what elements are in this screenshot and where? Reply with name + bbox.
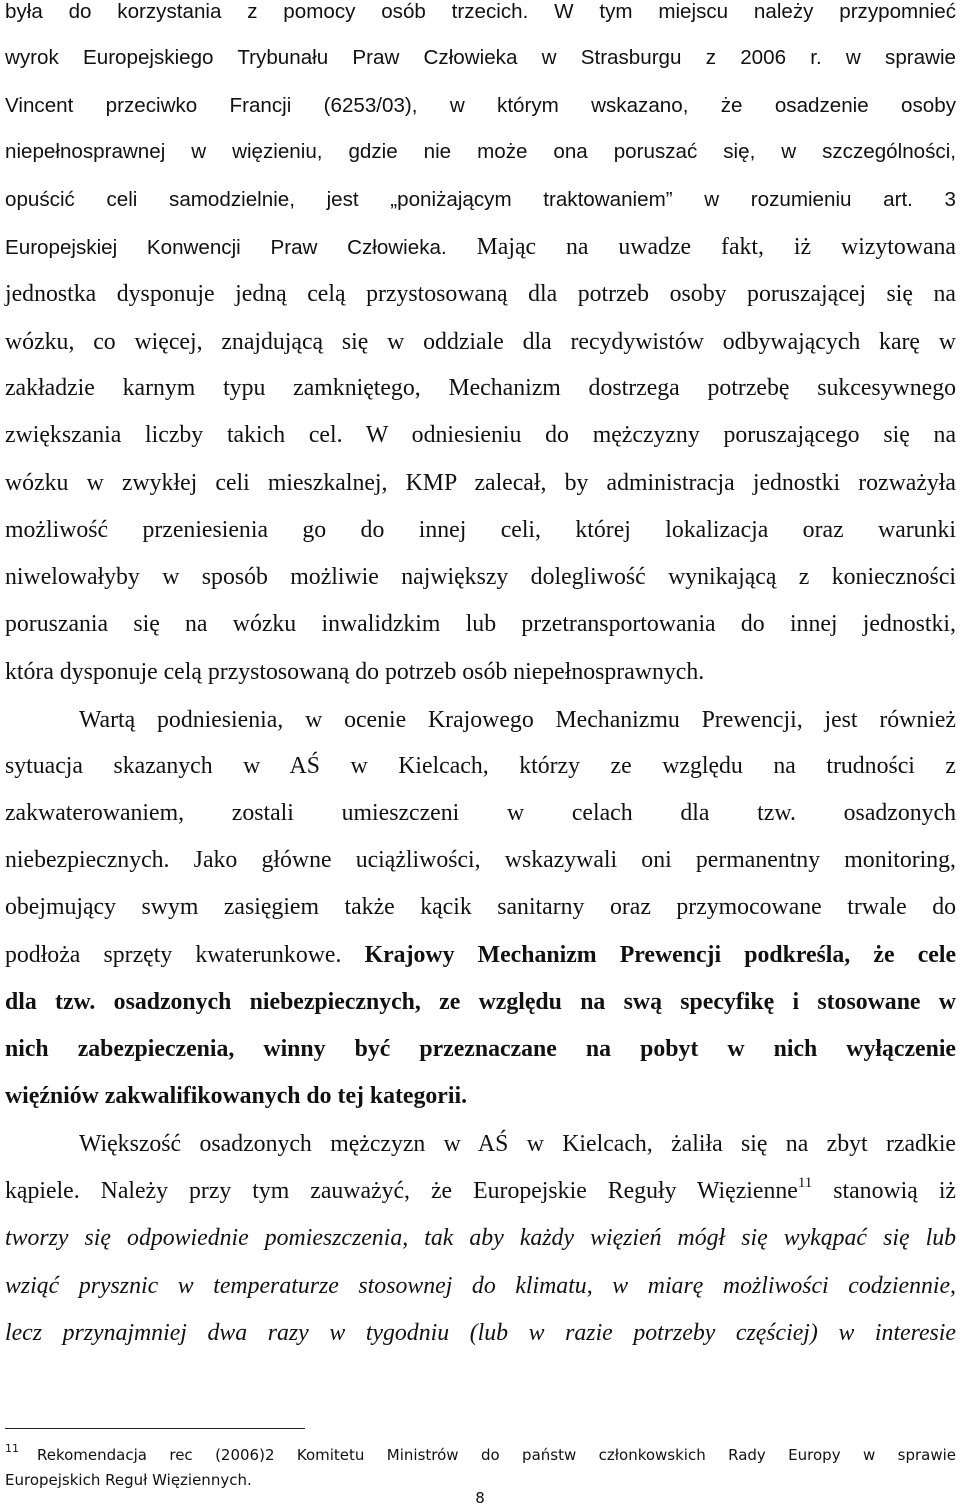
text-line (5, 935, 956, 975)
text-run: niwelowałyby w sposób możliwie największy dolegliwość wynikającą z konieczności (5, 564, 956, 590)
text-line (5, 1029, 956, 1069)
text-run: zwiększania liczby takich cel. (5, 422, 343, 448)
text-line (5, 1171, 956, 1211)
text-line (5, 274, 956, 314)
text-line (5, 322, 956, 362)
text-run: Wartą podniesienia, w ocenie Krajowego Mechanizmu Prewencji, jest również (79, 707, 956, 733)
text-line (5, 1313, 956, 1353)
text-run: zakładzie karnym typu zamkniętego, Mechanizm dostrzega potrzebę sukcesywnego (5, 375, 956, 401)
text-line (5, 415, 956, 455)
footnote-text: Rekomendacja rec (2006)2 Komitetu Ministrów do państw członkowskich Rady Europy w sprawie (37, 1446, 956, 1464)
text-line (5, 1218, 956, 1258)
text-line (5, 227, 956, 267)
text-run: Krajowy Mechanizm Prewencji podkreśla, że cele (364, 942, 957, 968)
text-line (5, 38, 956, 78)
text-line (5, 0, 956, 32)
footnote-separator (5, 1428, 305, 1429)
text-run: więźniów zakwalifikowanych do tej kategorii. (5, 1083, 468, 1109)
text-run: Większość osadzonych mężczyzn w AŚ w Kielcach, żaliła się na zbyt rzadkie (79, 1131, 956, 1157)
text-line (5, 652, 956, 692)
text-line (5, 180, 956, 220)
text-line (5, 982, 956, 1022)
text-run: obejmujący swym zasięgiem także kącik sanitarny oraz przymocowane trwale do (5, 894, 956, 920)
text-run: kąpiele. Należy przy tym zauważyć, że Europejskie Reguły Więzienne (5, 1178, 798, 1204)
text-run: była do korzystania z pomocy osób trzecich. W tym miejscu należy przypomnieć (5, 0, 956, 23)
text-line (5, 368, 956, 408)
text-line (5, 1266, 956, 1306)
text-line (5, 86, 956, 126)
text-run: jednostka dysponuje jedną celą przystosowaną dla potrzeb osoby poruszającej się na (5, 281, 956, 307)
text-run: wyrok Europejskiego Trybunału Praw Człowieka w Strasburgu z 2006 r. w sprawie (5, 46, 956, 69)
text-run: która dysponuje celą przystosowaną do potrzeb osób niepełnosprawnych. (5, 659, 705, 685)
text-run: możliwość przeniesienia go do innej celi, której lokalizacja oraz warunki (5, 517, 956, 543)
text-run: Europejskiej Konwencji Praw Człowieka. (5, 236, 447, 259)
text-line (5, 1076, 956, 1116)
text-line (79, 700, 956, 740)
text-run: niepełnosprawnej w więzieniu, gdzie nie może ona poruszać się, w szczególności, (5, 140, 956, 163)
text-line (5, 746, 956, 786)
text-run: nich zabezpieczenia, winny być przeznaczane na pobyt w nich wyłączenie (5, 1036, 956, 1062)
text-run: W odniesieniu do mężczyzny poruszającego się na (342, 422, 956, 448)
footnote-marker: 11 (5, 1442, 19, 1455)
text-run: dla tzw. osadzonych niebezpiecznych, ze względu na swą specyfikę i stosowane w (5, 989, 956, 1015)
text-line (5, 132, 956, 172)
text-run: Mając na uwadze fakt, iż wizytowana (446, 234, 956, 260)
text-line (79, 1124, 956, 1164)
text-run: niebezpiecznych. Jako główne uciążliwości, wskazywali oni permanentny monitoring, (5, 847, 956, 873)
text-line (5, 557, 956, 597)
text-line (5, 510, 956, 550)
text-run: stanowią iż (812, 1178, 956, 1204)
text-run: zakwaterowaniem, zostali umieszczeni w celach dla tzw. osadzonych (5, 800, 956, 826)
text-run: wziąć prysznic w temperaturze stosownej do klimatu, w miarę możliwości codziennie, (5, 1273, 956, 1299)
text-run: Vincent przeciwko Francji (6253/03), w którym wskazano, że osadzenie osoby (5, 94, 956, 117)
text-run: wózku w zwykłej celi mieszkalnej, KMP zalecał, by administracja jednostki rozważyła (5, 470, 956, 496)
footnote (5, 1443, 956, 1467)
text-run: opuścić celi samodzielnie, jest „poniżającym traktowaniem” w rozumieniu art. 3 (5, 188, 956, 211)
text-run: poruszania się na wózku inwalidzkim lub przetransportowania do innej jednostki, (5, 611, 956, 637)
text-line (5, 604, 956, 644)
text-run: lecz przynajmniej dwa razy w tygodniu (lub w razie potrzeby częściej) w interesie (5, 1320, 956, 1346)
text-run: wózku, co więcej, znajdującą się w oddziale dla recydywistów odbywających karę w (5, 329, 956, 355)
footnote-ref: 11 (797, 1175, 813, 1191)
text-run: podłoża sprzęty kwaterunkowe. (5, 942, 365, 968)
page-number: 8 (475, 1489, 485, 1507)
text-line (5, 793, 956, 833)
text-line (5, 840, 956, 880)
text-run: sytuacja skazanych w AŚ w Kielcach, którzy ze względu na trudności z (5, 753, 956, 779)
text-line (5, 887, 956, 927)
footnote-text: Europejskich Reguł Więziennych. (5, 1471, 252, 1489)
text-line (5, 463, 956, 503)
text-run: tworzy się odpowiednie pomieszczenia, tak aby każdy więzień mógł się wykąpać się lub (5, 1225, 956, 1251)
